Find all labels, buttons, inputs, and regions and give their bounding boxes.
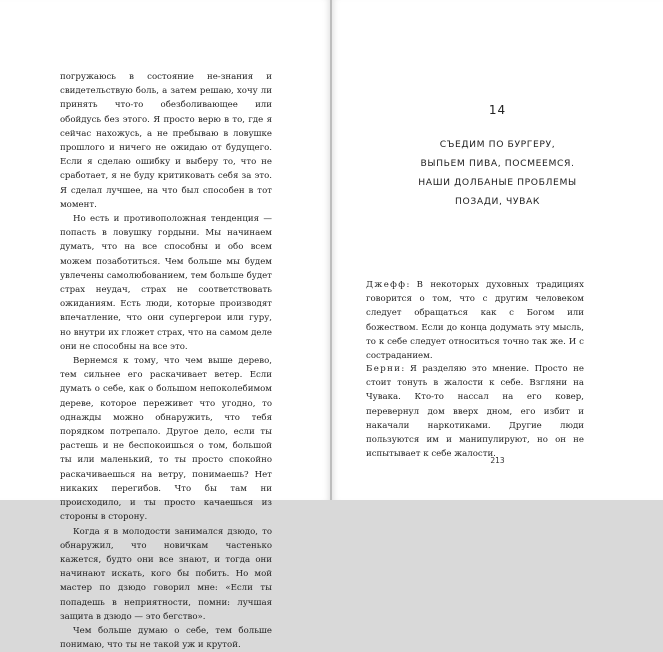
paragraph: Вернемся к тому, что чем выше дерево, тем сильнее его раскачивает ветер. Если думать о себе, как о большом непоколебимом дереве, которое переживет что угодно, то однажды можно обнаружить, что тебя порядком потрепало. Другое дело, если ты растешь и не беспокоишься о том, большой ты или маленький, то ты просто спокойно раскачиваешься на ветру, понимаешь? Нет никаких перегибов. Что бы там ни происходило, и ты просто качаешься из стороны в сторону. (60, 356, 272, 523)
left-page-text (60, 70, 272, 652)
paragraph: погружаюсь в состояние не-знания и свидетельствую боль, а затем решаю, хочу ли принять что-то обезболивающее или обойдусь без этого. Я просто верю в то, где я сейчас нахожусь, а не пребываю в ловушке прошлого и ничего не ожидаю от будущего. Если я сделаю ошибку и выберу то, что не сработает, я не буду критиковать себя за это. Я сделал лучшее, на что был способен в тот момент. (60, 72, 272, 210)
page-number: 213 (490, 456, 505, 465)
paragraph: Но есть и противоположная тенденция — попасть в ловушку гордыни. Мы начинаем думать, что на все способны и обо всем можем позаботиться. Чем больше мы будем увлечены самолюбованием, тем больше будет страх неудач, страх не соответствовать ожиданиям. Есть люди, которые производят впечатление, что они супергерои или гуру, но внутри их гложет страх, что на самом деле они не способны на все это. (60, 214, 272, 352)
dialogue-entry: Берни: Я разделяю это мнение. Просто не стоит тонуть в жалости к себе. Взгляни на Чувака. Кто-то нассал на его ковер, перевернул дом вверх дном, его избит и накачали наркотиками. Другие люди пользуются им и манипулируют, но он не испытывает к себе жалости. (366, 364, 584, 460)
chapter-title-line: НАШИ ДОЛБАНЫЕ ПРОБЛЕМЫ (418, 177, 577, 188)
dialogue-entry: Джефф: В некоторых духовных традициях говорится о том, что с другим человеком следует обращаться как с Богом или божеством. Если до конца додумать эту мысль, то к себе следует относиться точно так же. И с состраданием. (366, 280, 584, 362)
paragraph: Чем больше думаю о себе, тем больше понимаю, что ты не такой уж и крутой. (60, 625, 272, 651)
dialogue-text: Я разделяю это мнение. Просто не стоит тонуть в жалости к себе. Взгляни на Чувака. Кто-то нассал на его ковер, перевернул дом вверх дном, его избит и накачали наркотиками. Другие люди пользуются им и манипулируют, но он не испытывает к себе жалости. (366, 364, 584, 460)
speaker-name: Берни (366, 364, 402, 374)
chapter-title-line: СЪЕДИМ ПО БУРГЕРУ, (439, 139, 556, 150)
paragraph: Когда я в молодости занимался дзюдо, то обнаружил, что новичкам частенько кажется, будто они все знают, и тогда они начинают искать, кого бы побить. Но мой мастер по дзюдо говорил мне: «Если ты попадешь в неприятности, помни: лучшая защита в дзюдо — это бегство». (60, 526, 272, 622)
chapter-title-line: ПОЗАДИ, ЧУВАК (454, 196, 540, 207)
chapter-number: 14 (488, 103, 507, 117)
chapter-title-line: ВЫПЬЕМ ПИВА, ПОСМЕЕМСЯ. (420, 158, 575, 169)
speaker-name: Джефф (366, 280, 407, 290)
chapter-title (362, 135, 633, 211)
dialogue-text: В некоторых духовных традициях говорится о том, что с другим человеком следует обращаться как с Богом или божеством. Если до конца додумать эту мысль, то к себе следует относиться точно так же. И с состраданием. (366, 280, 584, 362)
